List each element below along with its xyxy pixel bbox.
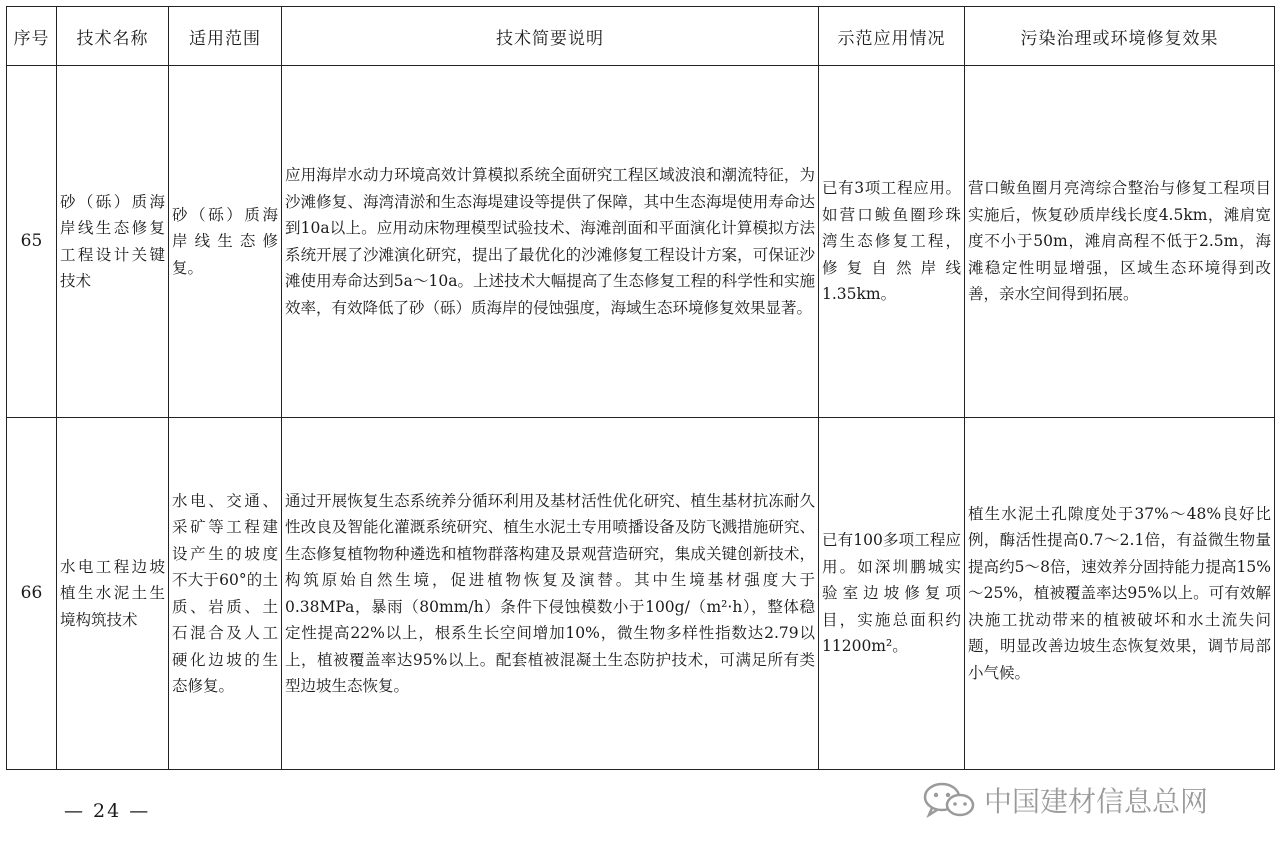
watermark	[920, 780, 1208, 820]
row-description: 通过开展恢复生态系统养分循环利用及基材活性优化研究、植生基材抗冻耐久性改良及智能化灌溉系统研究、植生水泥土专用喷播设备及防飞溅措施研究、生态修复植物物种遴选和植物群落构建及景观营造研究，集成关键创新技术，构筑原始自然生境，促进植物恢复及演替。其中生境基材强度大于0.38MPa，暴雨（80mm/h）条件下侵蚀模数小于100g/（m²·h），整体稳定性提高22%以上，根系生长空间增加10%，微生物多样性指数达2.79以上，植被覆盖率达95%以上。配套植被混凝土生态防护技术，可满足所有类型边坡生态恢复。	[282, 418, 819, 770]
table-row	[7, 418, 1275, 770]
row-application: 已有3项工程应用。如营口鲅鱼圈珍珠湾生态修复工程，修复自然岸线 1.35km。	[819, 66, 965, 418]
row-effect: 营口鲅鱼圈月亮湾综合整治与修复工程项目实施后，恢复砂质岸线长度4.5km，滩肩宽度不小于50m，滩肩高程不低于2.5m，海滩稳定性明显增强，区域生态环境得到改善，亲水空间得到拓展。	[965, 66, 1275, 418]
row-effect: 植生水泥土孔隙度处于37%～48%良好比例，酶活性提高0.7～2.1倍，有益微生物量提高约5～8倍，速效养分固持能力提高15%～25%，植被覆盖率达95%以上。可有效解决施工扰动带来的植被破坏和水土流失问题，明显改善边坡生态恢复效果，调节局部小气候。	[965, 418, 1275, 770]
header-description: 技术简要说明	[282, 7, 819, 66]
header-tech-name: 技术名称	[57, 7, 169, 66]
row-application: 已有100多项工程应用。如深圳鹏城实验室边坡修复项目，实施总面积约11200m²。	[819, 418, 965, 770]
row-index: 65	[7, 66, 57, 418]
row-scope: 水电、交通、采矿等工程建设产生的坡度不大于60°的土质、岩质、土石混合及人工硬化边坡的生态修复。	[169, 418, 282, 770]
header-scope: 适用范围	[169, 7, 282, 66]
table-row	[7, 66, 1275, 418]
page-number: — 24 —	[64, 800, 151, 822]
row-scope: 砂（砾）质海岸线生态修复。	[169, 66, 282, 418]
header-effect: 污染治理或环境修复效果	[965, 7, 1275, 66]
row-tech-name: 水电工程边坡植生水泥土生境构筑技术	[57, 418, 169, 770]
header-index: 序号	[7, 7, 57, 66]
watermark-text: 中国建材信息总网	[984, 785, 1209, 818]
row-index: 66	[7, 418, 57, 770]
wechat-icon	[920, 780, 978, 820]
header-application: 示范应用情况	[819, 7, 965, 66]
table-header-row	[7, 7, 1275, 66]
row-description: 应用海岸水动力环境高效计算模拟系统全面研究工程区域波浪和潮流特征，为沙滩修复、海湾清淤和生态海堤建设等提供了保障，其中生态海堤使用寿命达到10a以上。应用动床物理模型试验技术、海滩剖面和平面演化计算模拟方法系统开展了沙滩演化研究，提出了最优化的沙滩修复工程设计方案，可保证沙滩使用寿命达到5a～10a。上述技术大幅提高了生态修复工程的科学性和实施效率，有效降低了砂（砾）质海岸的侵蚀强度，海域生态环境修复效果显著。	[282, 66, 819, 418]
row-tech-name: 砂（砾）质海岸线生态修复工程设计关键技术	[57, 66, 169, 418]
technology-table	[6, 6, 1275, 770]
